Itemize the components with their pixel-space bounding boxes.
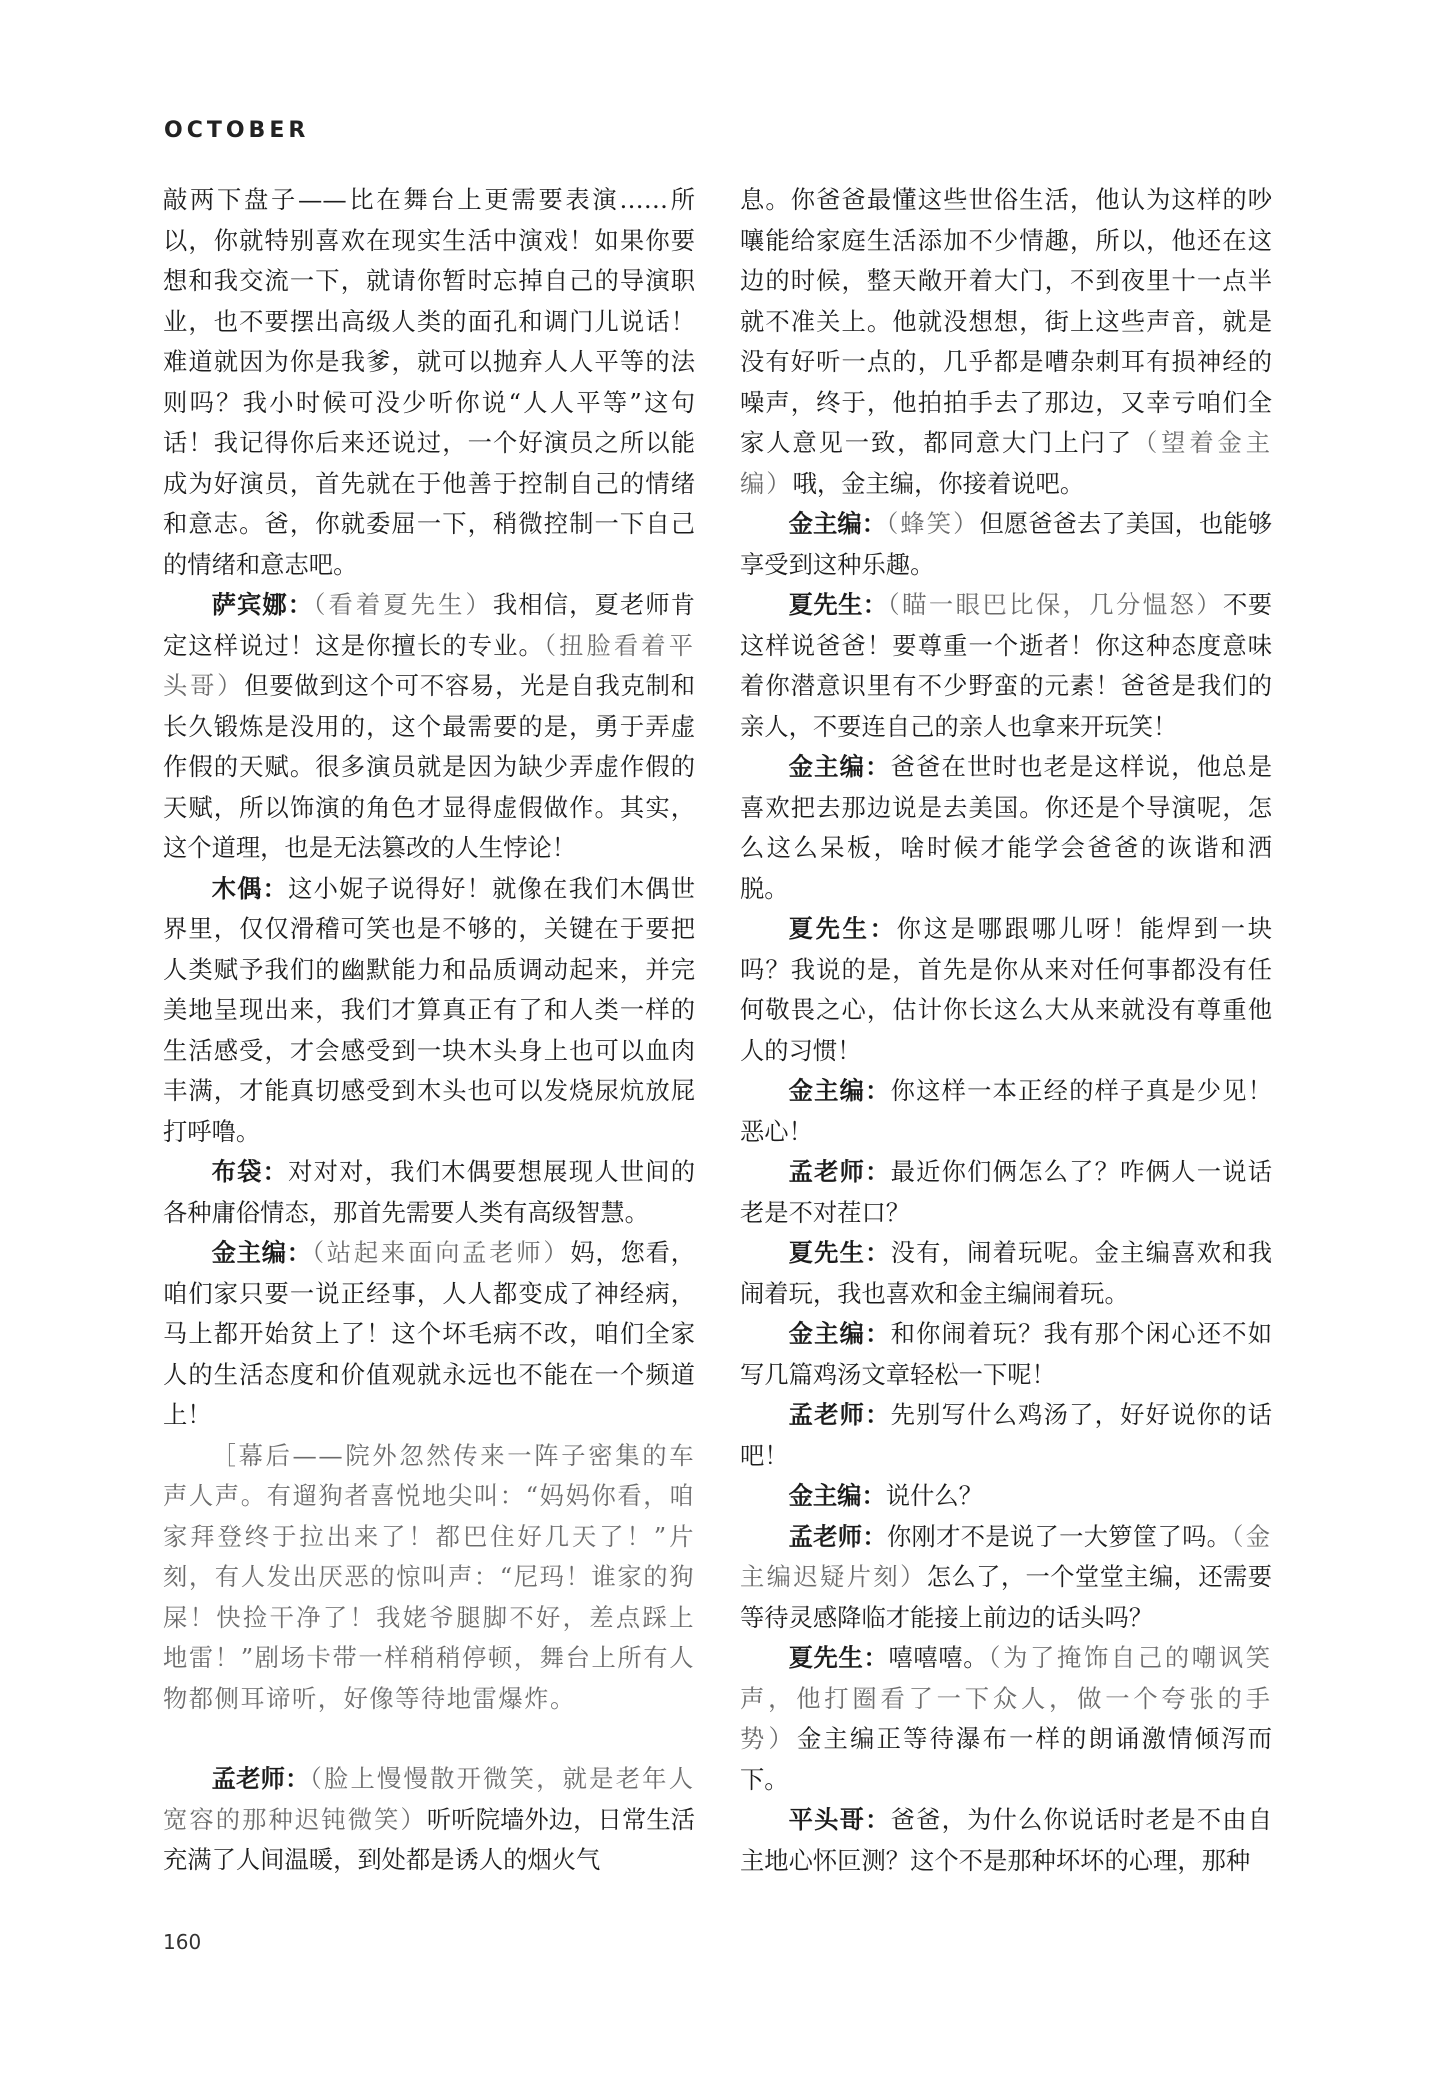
dialogue-xia bbox=[740, 909, 1272, 1071]
speaker-name: 平头哥： bbox=[788, 1805, 891, 1834]
speaker-name: 孟老师： bbox=[788, 1400, 891, 1429]
speaker-name: 孟老师： bbox=[788, 1157, 891, 1186]
running-header: OCTOBER bbox=[164, 118, 310, 143]
speaker-name: 金主编： bbox=[788, 1319, 891, 1348]
dialogue-xia bbox=[740, 585, 1272, 747]
dialogue-text: 和你闹着玩？我有那个闲心还不如写几篇鸡汤文章轻松一下呢！ bbox=[740, 1319, 1273, 1389]
speaker-name: 孟老师： bbox=[211, 1764, 310, 1793]
left-column bbox=[163, 180, 695, 1881]
dialogue-jin bbox=[163, 1233, 695, 1436]
page-number: 160 bbox=[163, 1930, 202, 1954]
paragraph: 敲两下盘子——比在舞台上更需要表演……所以，你就特别喜欢在现实生活中演戏！如果你要想和我交流一下，就请你暂时忘掉自己的导演职业，也不要摆出高级人类的面孔和调门儿说话！难道就因为你是我爹，就可以抛弃人人平等的法则吗？我小时候可没少听你说“人人平等”这句话！我记得你后来还说过，一个好演员之所以能成为好演员，首先就在于他善于控制自己的情绪和意志。爸，你就委屈一下，稍微控制一下自己的情绪和意志吧。 bbox=[163, 185, 695, 579]
dialogue-text: 嘻嘻嘻。 bbox=[888, 1643, 989, 1672]
stage-direction: （看着夏先生） bbox=[313, 590, 493, 619]
dialogue-text: 金主编正等待瀑布一样的朗诵激情倾泻而下。 bbox=[740, 1724, 1273, 1794]
speaker-name: 夏先生： bbox=[788, 914, 897, 943]
speaker-name: 金主编： bbox=[788, 752, 891, 781]
speaker-name: 木偶： bbox=[211, 873, 289, 903]
speaker-name: 孟老师： bbox=[788, 1521, 887, 1551]
dialogue-puppet bbox=[163, 869, 695, 1153]
stage-direction: （为了掩饰自己的嘲讽笑声，他打圈看了一下众人，做一个夸张的手势） bbox=[740, 1643, 1273, 1753]
dialogue-text: 怎么了，一个堂堂主编，还需要等待灵感降临才能接上前边的话头吗？ bbox=[740, 1562, 1272, 1632]
dialogue-jin bbox=[740, 504, 1272, 585]
paragraph bbox=[740, 180, 1272, 504]
speaker-name: 金主编： bbox=[788, 1481, 886, 1510]
speaker-name: 金主编： bbox=[788, 509, 887, 538]
dialogue-text: 说什么？ bbox=[885, 1481, 983, 1510]
spacer bbox=[163, 1719, 695, 1759]
stage-direction: （站起来面向孟老师） bbox=[311, 1238, 571, 1267]
stage-direction: （瞄一眼巴比保，几分愠怒） bbox=[887, 590, 1223, 619]
dialogue-text: 爸爸在世时也老是这样说，他总是喜欢把去那边说是去美国。你还是个导演呢，怎么这么呆板，啥时候才能学会爸爸的诙谐和洒脱。 bbox=[740, 752, 1273, 903]
dialogue-text: 息。你爸爸最懂这些世俗生活，他认为这样的吵嚷能给家庭生活添加不少情趣，所以，他还在这边的时候，整天敞开着大门，不到夜里十一点半就不准关上。他就没想想，街上这些声音，就是没有好听一点的，几乎都是嘈杂刺耳有损神经的噪声，终于，他拍拍手去了那边，又幸亏咱们全家人意见一致，都同意大门上闩了 bbox=[740, 185, 1272, 457]
speaker-name: 金主编： bbox=[211, 1238, 312, 1267]
dialogue-sabina bbox=[163, 585, 695, 869]
stage-direction: （扭脸看着平头哥） bbox=[163, 630, 695, 700]
dialogue-text: 你这样一本正经的样子真是少见！恶心！ bbox=[740, 1076, 1273, 1146]
stage-direction: （金主编迟疑片刻） bbox=[740, 1521, 1273, 1591]
dialogue-text: 但要做到这个可不容易，光是自我克制和长久锻炼是没用的，这个最需要的是，勇于弄虚作假的天赋。很多演员就是因为缺少弄虚作假的天赋，所以饰演的角色才显得虚假做作。其实，这个道理，也是无法篡改的人生悖论！ bbox=[163, 671, 696, 862]
speaker-name: 布袋： bbox=[211, 1157, 289, 1186]
stage-direction: （望着金主编） bbox=[740, 428, 1273, 498]
speaker-name: 金主编： bbox=[788, 1076, 891, 1105]
dialogue-jin bbox=[740, 1476, 1272, 1517]
dialogue-xia bbox=[740, 1638, 1272, 1800]
dialogue-meng bbox=[740, 1152, 1272, 1233]
dialogue-text: 听听院墙外边，日常生活充满了人间温暖，到处都是诱人的烟火气 bbox=[163, 1804, 696, 1874]
dialogue-text: 对对对，我们木偶要想展现人世间的各种庸俗情态，那首先需要人类有高级智慧。 bbox=[163, 1157, 696, 1227]
dialogue-text: 妈，您看，咱们家只要一说正经事，人人都变成了神经病，马上都开始贫上了！这个坏毛病不改，咱们全家人的生活态度和价值观就永远也不能在一个频道上！ bbox=[163, 1238, 695, 1429]
dialogue-text: 这小妮子说得好！就像在我们木偶世界里，仅仅滑稽可笑也是不够的，关键在于要把人类赋予我们的幽默能力和品质调动起来，并完美地呈现出来，我们才算真正有了和人类一样的生活感受，才会感受到一块木头身上也可以血肉丰满，才能真切感受到木头也可以发烧尿炕放屁打呼噜。 bbox=[163, 873, 696, 1146]
dialogue-text: 不要这样说爸爸！要尊重一个逝者！你这种态度意味着你潜意识里有不少野蛮的元素！爸爸是我们的亲人，不要连自己的亲人也拿来开玩笑！ bbox=[740, 590, 1273, 741]
speaker-name: 夏先生： bbox=[788, 1643, 889, 1672]
dialogue-text: 我相信，夏老师肯定这样说过！这是你擅长的专业。 bbox=[163, 590, 696, 660]
dialogue-meng bbox=[740, 1517, 1272, 1639]
right-column bbox=[740, 180, 1272, 1881]
dialogue-text: 最近你们俩怎么了？咋俩人一说话老是不对茬口？ bbox=[740, 1157, 1273, 1227]
dialogue-text: 没有，闹着玩呢。金主编喜欢和我闹着玩，我也喜欢和金主编闹着玩。 bbox=[740, 1238, 1273, 1308]
dialogue-jin bbox=[740, 747, 1272, 909]
dialogue-text: 你这是哪跟哪儿呀！能焊到一块吗？我说的是，首先是你从来对任何事都没有任何敬畏之心，估计你长这么大从来就没有尊重他人的习惯！ bbox=[740, 914, 1273, 1065]
dialogue-text: 但愿爸爸去了美国，也能够享受到这种乐趣。 bbox=[740, 509, 1273, 579]
dialogue-jin bbox=[740, 1314, 1272, 1395]
dialogue-budai bbox=[163, 1152, 695, 1233]
dialogue-xia bbox=[740, 1233, 1272, 1314]
dialogue-meng bbox=[740, 1395, 1272, 1476]
dialogue-text: 你刚才不是说了一大箩筐了吗。 bbox=[886, 1521, 1232, 1551]
dialogue-text: 爸爸，为什么你说话时老是不由自主地心怀叵测？这个不是那种坏坏的心理，那种 bbox=[740, 1805, 1273, 1875]
dialogue-text: 先别写什么鸡汤了，好好说你的话吧！ bbox=[740, 1400, 1273, 1470]
dialogue-text: 哦，金主编，你接着说吧。 bbox=[792, 468, 1085, 498]
speaker-name: 夏先生： bbox=[788, 590, 888, 619]
speaker-name: 夏先生： bbox=[788, 1238, 891, 1267]
stage-note: ［幕后——院外忽然传来一阵子密集的车声人声。有遛狗者喜悦地尖叫：“妈妈你看，咱家拜登终于拉出来了！都巴住好几天了！”片刻，有人发出厌恶的惊叫声：“尼玛！谁家的狗屎！快捡干净了！我姥爷腿脚不好，差点踩上地雷！”剧场卡带一样稍稍停顿，舞台上所有人物都侧耳谛听，好像等待地雷爆炸。 bbox=[163, 1440, 695, 1713]
speaker-name: 萨宾娜： bbox=[211, 590, 314, 619]
stage-direction: （脸上慢慢散开微笑，就是老年人宽容的那种迟钝微笑） bbox=[163, 1764, 695, 1834]
stage-direction: （蜂笑） bbox=[886, 509, 980, 538]
dialogue-jin bbox=[740, 1071, 1272, 1152]
dialogue-meng bbox=[163, 1759, 695, 1881]
dialogue-pingtou bbox=[740, 1800, 1272, 1881]
